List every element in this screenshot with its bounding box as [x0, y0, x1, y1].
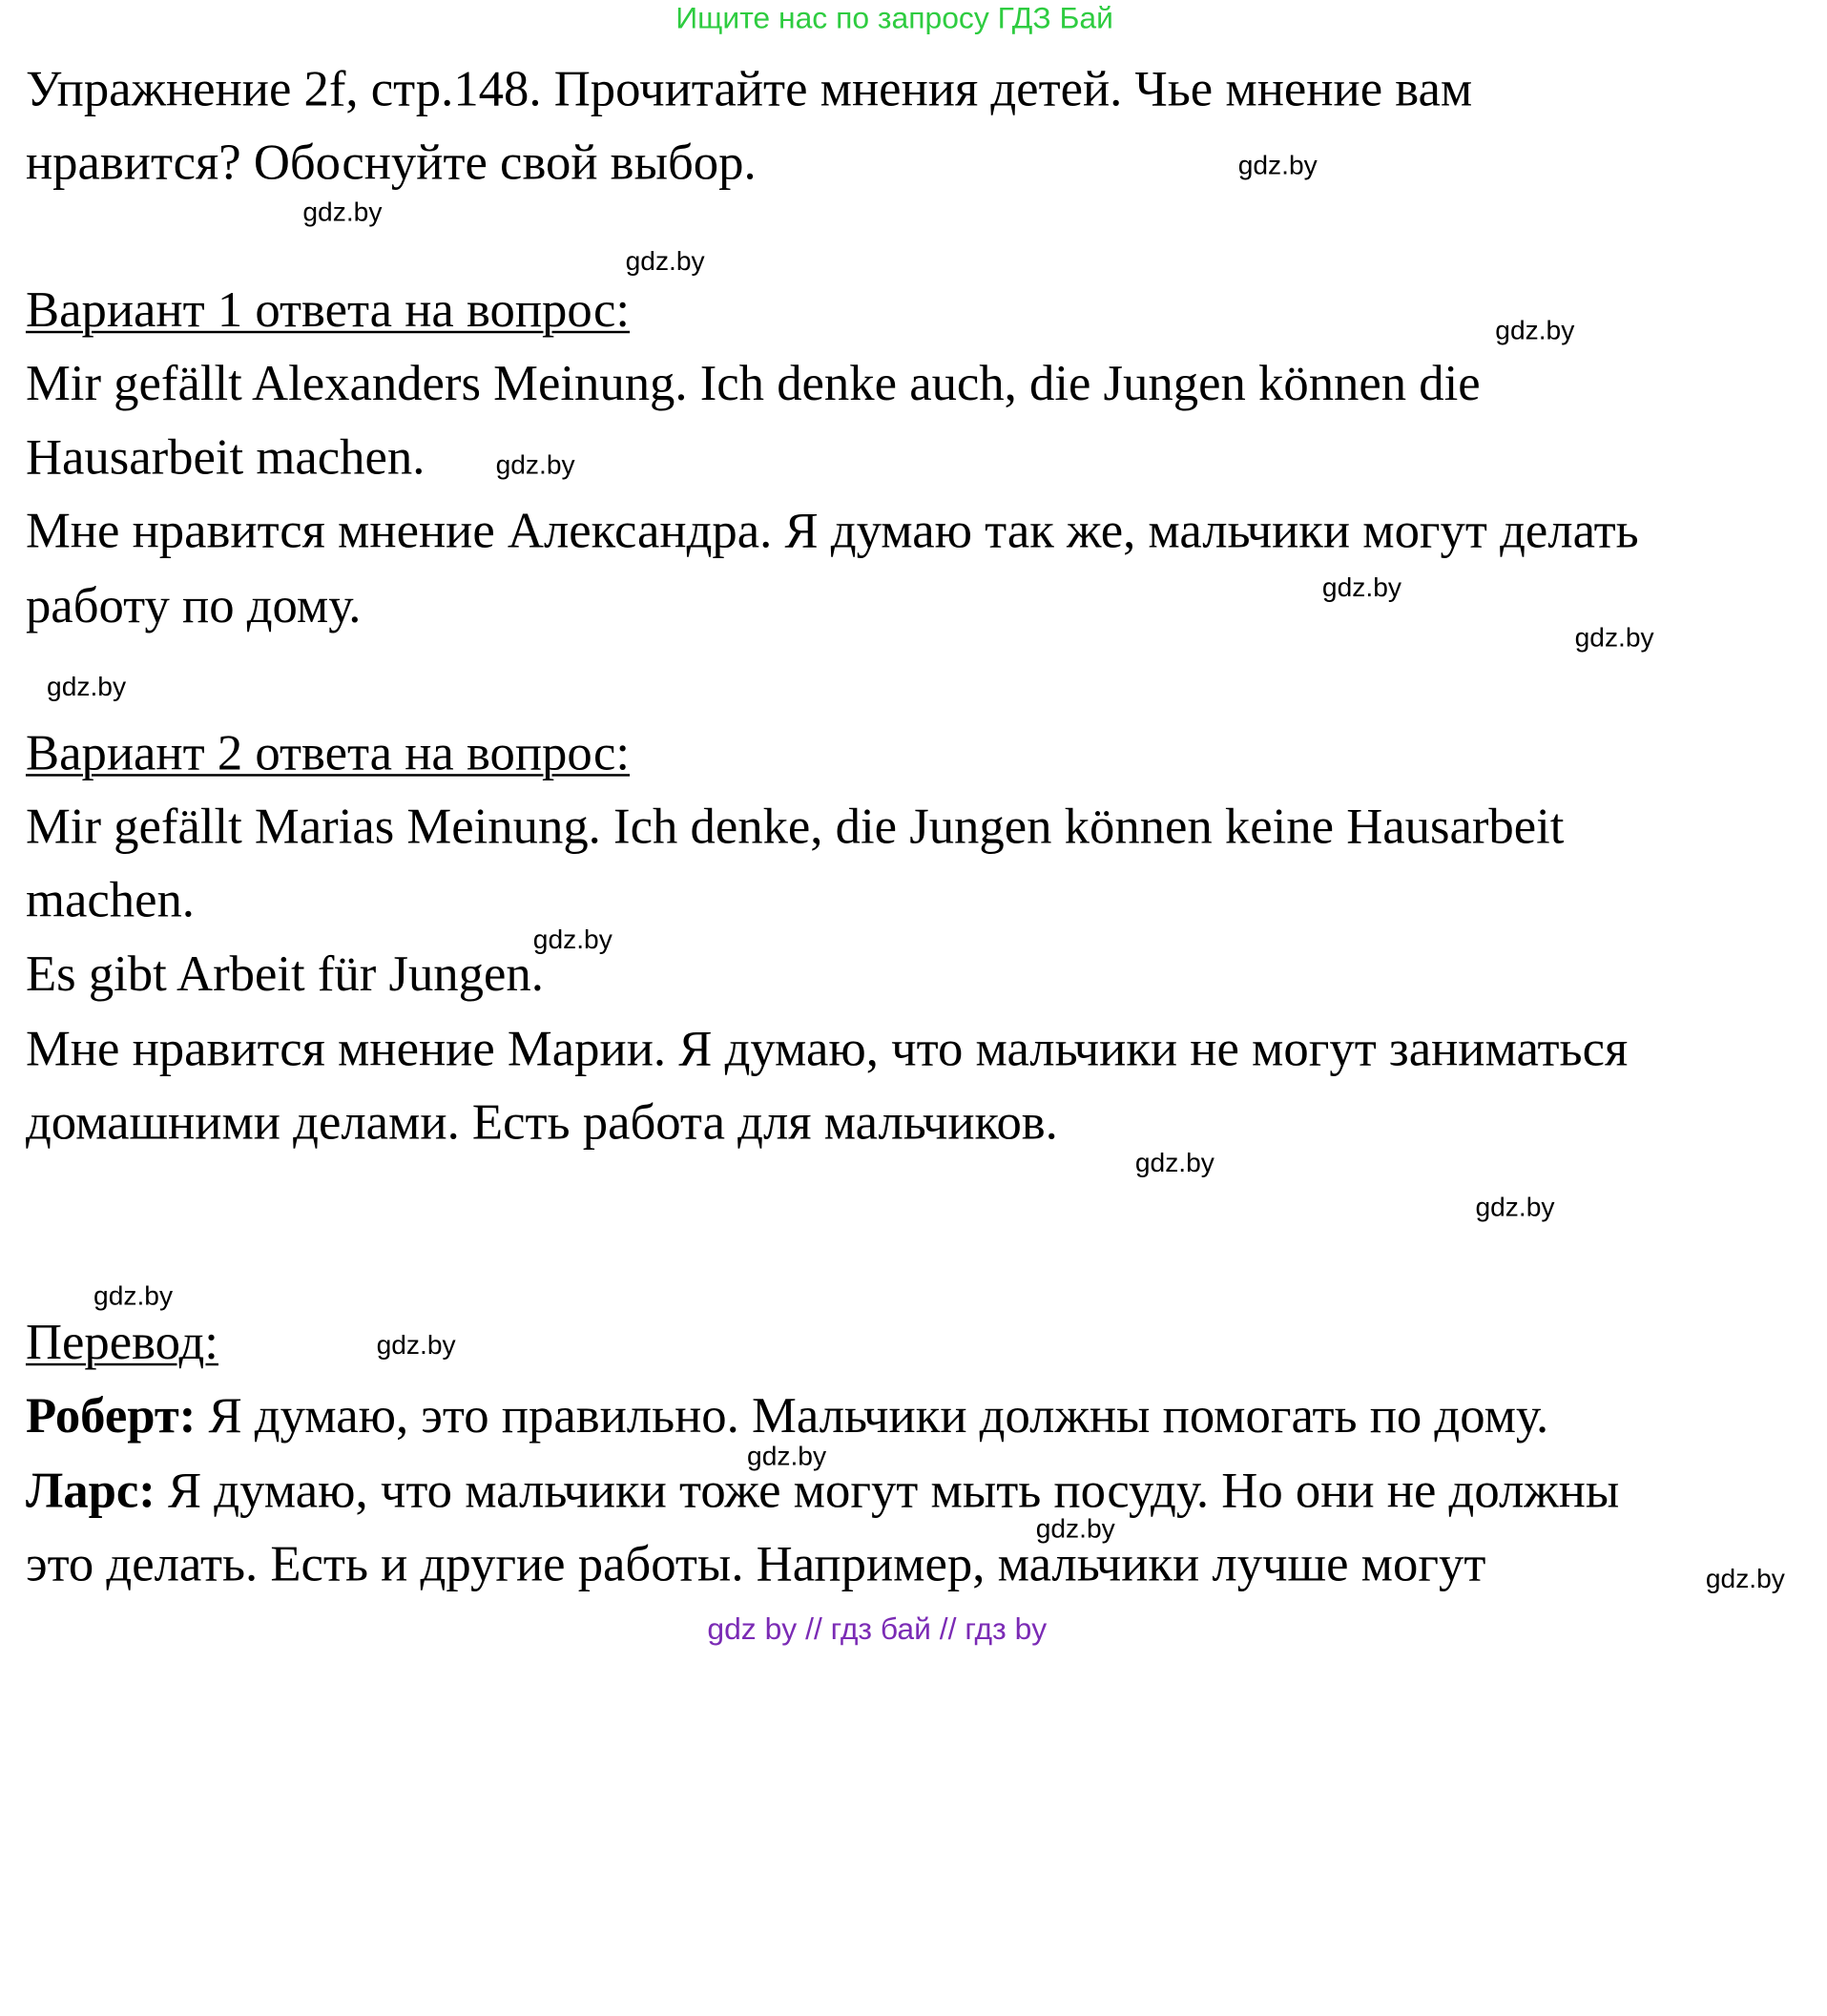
variant1-heading: Вариант 1 ответа на вопрос:	[25, 282, 631, 339]
variant2-german-line3: Es gibt Arbeit für Jungen.	[25, 946, 544, 1003]
watermark: gdz.by	[376, 1329, 456, 1361]
robert-speech: Я думаю, это правильно. Мальчики должны помогать по дому.	[196, 1388, 1549, 1444]
watermark: gdz.by	[747, 1440, 827, 1471]
translation-lars	[26, 1466, 1619, 1517]
lars-speech: Я думаю, что мальчики тоже могут мыть посуду. Но они не должны	[155, 1464, 1620, 1519]
variant2-german-line2: machen.	[25, 873, 195, 928]
watermark: gdz.by	[1475, 1191, 1555, 1222]
watermark: gdz.by	[532, 924, 612, 954]
exercise-title-line2: нравится? Обоснуйте свой выбор.	[25, 135, 757, 191]
exercise-title-line1: Упражнение 2f, стр.148. Прочитайте мнения детей. Чье мнение вам	[25, 61, 1473, 117]
search-banner: Ищите нас по запросу ГДЗ Бай	[675, 0, 1113, 35]
variant2-russian-line1: Мне нравится мнение Марии. Я думаю, что мальчики не могут заниматься	[25, 1021, 1629, 1077]
watermark: gdz.by	[625, 245, 705, 277]
watermark: gdz.by	[47, 671, 127, 702]
variant2-heading: Вариант 2 ответа на вопрос:	[25, 725, 631, 781]
variant1-german-line2: Hausarbeit machen.	[25, 429, 426, 486]
watermark: gdz.by	[1321, 572, 1401, 603]
watermark: gdz.by	[1237, 149, 1318, 180]
speaker-name-lars: Ларс:	[25, 1464, 156, 1519]
variant1-german-line1: Mir gefällt Alexanders Meinung. Ich denke auch, die Jungen können die	[25, 356, 1481, 412]
watermark: gdz.by	[93, 1279, 174, 1311]
variant2-russian-line2: домашними делами. Есть работа для мальчиков.	[25, 1095, 1058, 1151]
variant1-russian-line2: работу по дому.	[25, 578, 362, 634]
watermark: gdz.by	[1134, 1147, 1215, 1177]
translation-robert	[25, 1388, 1549, 1444]
variant2-german-line1: Mir gefällt Marias Meinung. Ich denke, die Jungen können keine Hausarbeit	[25, 800, 1565, 855]
watermark: gdz.by	[1574, 621, 1654, 653]
watermark: gdz.by	[1705, 1563, 1785, 1594]
watermark: gdz.by	[1495, 314, 1575, 345]
speaker-name-robert: Роберт:	[25, 1388, 197, 1444]
watermark: gdz.by	[495, 448, 575, 480]
watermark: gdz.by	[1035, 1512, 1115, 1544]
translation-heading: Перевод:	[25, 1315, 218, 1371]
watermark: gdz.by	[302, 196, 383, 227]
footer-brand: gdz by // гдз бай // гдз by	[707, 1611, 1048, 1647]
translation-lars-line2: это делать. Есть и другие работы. Например, мальчики лучше могут	[25, 1537, 1486, 1592]
variant1-russian-line1: Мне нравится мнение Александра. Я думаю так же, мальчики могут делать	[25, 504, 1639, 559]
